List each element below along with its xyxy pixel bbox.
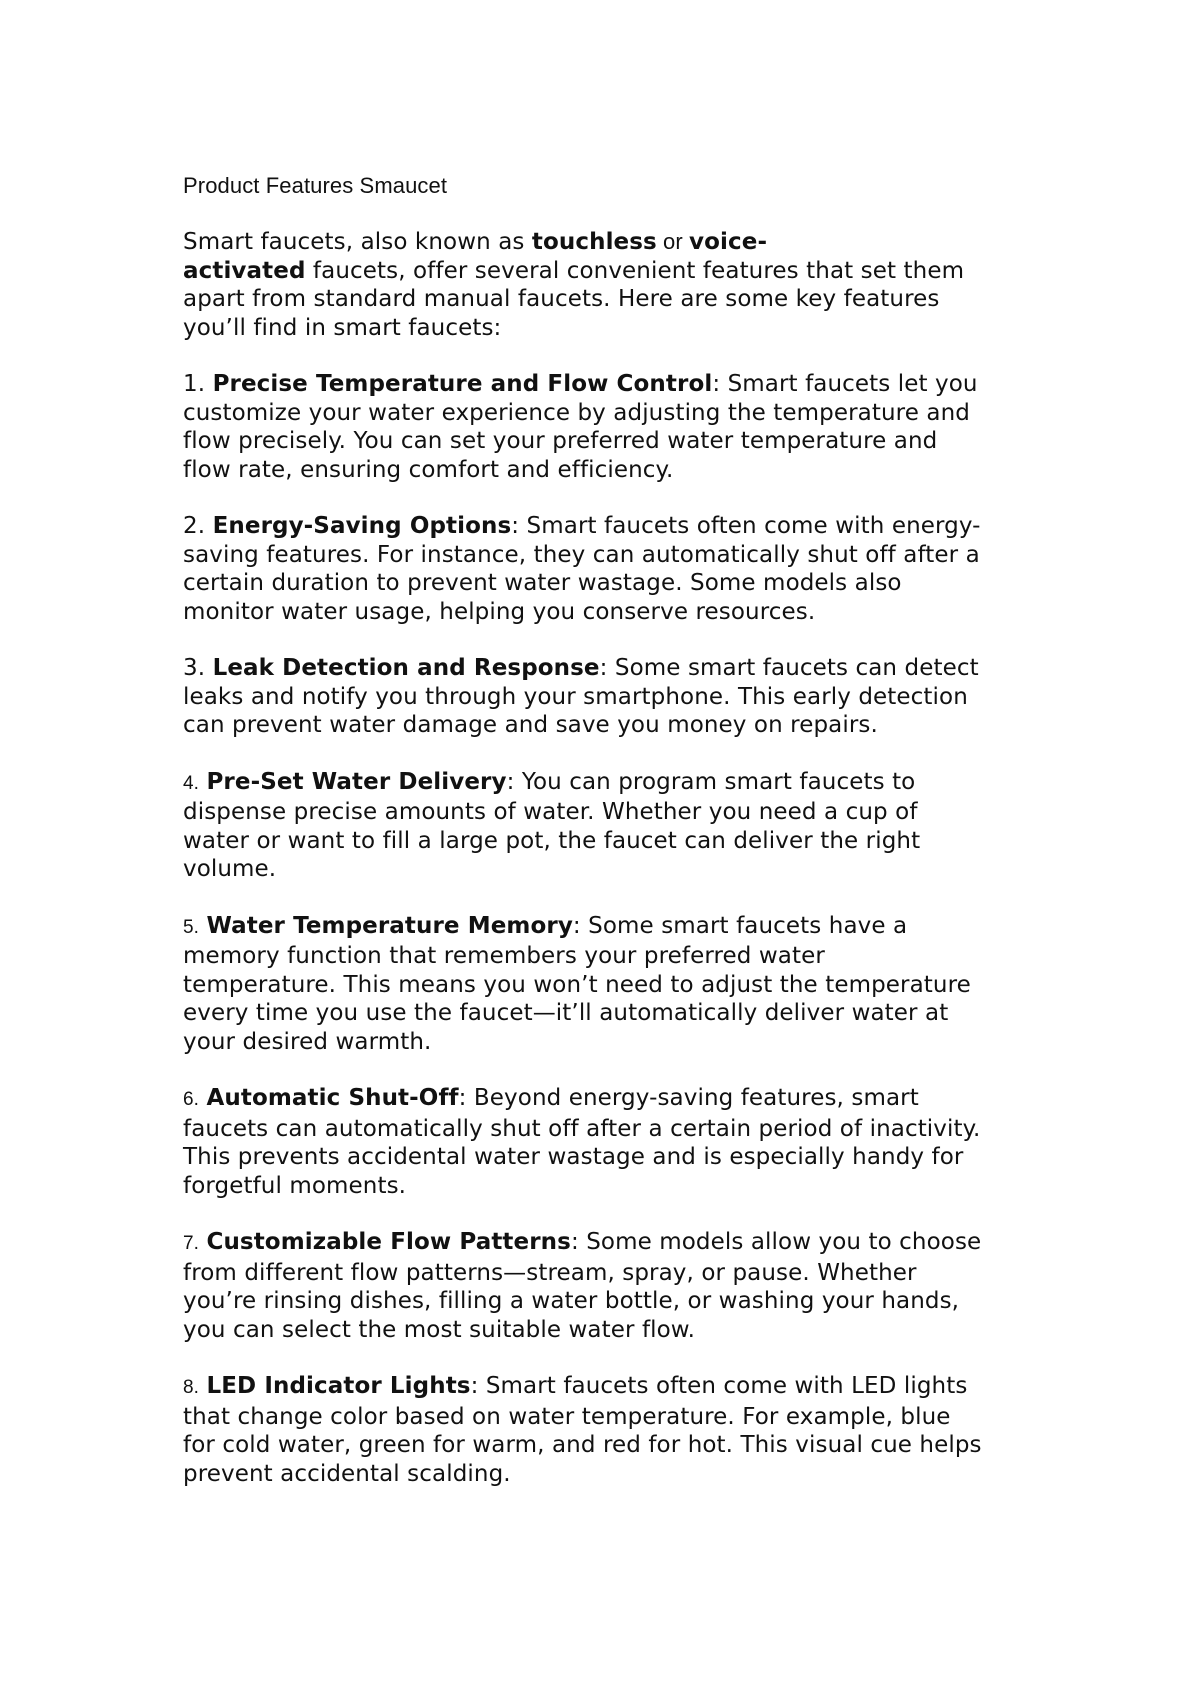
feature-text: : Smart faucets often come with LED lights	[470, 1373, 968, 1399]
feature-line: certain duration to prevent water wastage. Some models also	[183, 570, 902, 596]
intro-line: you’ll find in smart faucets:	[183, 314, 502, 341]
feature-heading: Water Temperature Memory	[206, 912, 573, 939]
feature-line: you’re rinsing dishes, filling a water bottle, or washing your hands,	[183, 1288, 960, 1314]
feature-line	[183, 1084, 1043, 1115]
feature-heading: Automatic Shut-Off	[206, 1085, 459, 1111]
feature-paragraph	[183, 1228, 1043, 1344]
feature-heading: Pre-Set Water Delivery	[206, 768, 507, 795]
feature-heading: Energy-Saving Options	[212, 513, 512, 539]
feature-number: 2.	[183, 513, 206, 539]
feature-line	[183, 654, 1043, 683]
feature-number: 3.	[183, 655, 206, 681]
feature-paragraph	[183, 512, 1043, 626]
intro-bold-term: activated	[183, 257, 306, 284]
intro-line	[183, 228, 1043, 257]
feature-line: flow precisely. You can set your preferred water temperature and	[183, 428, 938, 454]
feature-heading: Leak Detection and Response	[212, 655, 600, 681]
feature-line: temperature. This means you won’t need to adjust the temperature	[183, 971, 971, 998]
feature-line	[183, 1372, 1043, 1403]
feature-line: customize your water experience by adjusting the temperature and	[183, 399, 970, 426]
feature-line	[183, 512, 1043, 541]
feature-line	[183, 912, 1043, 943]
feature-paragraph	[183, 1372, 1043, 1488]
intro-paragraph	[183, 228, 1043, 342]
feature-line: every time you use the faucet—it’ll automatically deliver water at	[183, 1000, 949, 1026]
feature-line	[183, 370, 1043, 399]
feature-line	[183, 768, 1043, 799]
feature-line: flow rate, ensuring comfort and efficiency.	[183, 456, 674, 483]
document-title: Product Features Smaucet	[183, 173, 448, 198]
feature-line: monitor water usage, helping you conserve resources.	[183, 598, 816, 625]
feature-line: saving features. For instance, they can automatically shut off after a	[183, 541, 980, 568]
feature-line: your desired warmth.	[183, 1028, 432, 1055]
feature-number: 7.	[183, 1233, 200, 1254]
feature-number: 6.	[183, 1089, 200, 1110]
intro-text: faucets, offer several convenient features that set them	[305, 257, 965, 284]
intro-bold-term: voice-	[689, 229, 768, 255]
feature-line: volume.	[183, 856, 277, 882]
feature-text: : Smart faucets let you	[712, 371, 978, 397]
document-body	[183, 172, 1043, 1516]
feature-heading: Precise Temperature and Flow Control	[212, 371, 713, 397]
feature-text: : Some smart faucets have a	[572, 912, 908, 939]
feature-heading: Customizable Flow Patterns	[206, 1229, 571, 1255]
feature-text: : You can program smart faucets to	[506, 768, 916, 795]
feature-paragraph	[183, 1084, 1043, 1200]
feature-line: leaks and notify you through your smartphone. This early detection	[183, 683, 968, 710]
feature-number: 1.	[183, 371, 206, 397]
intro-bold-term: touchless	[531, 229, 657, 255]
feature-line: memory function that remembers your preferred water	[183, 943, 825, 969]
feature-line: prevent accidental scalding.	[183, 1460, 511, 1487]
feature-paragraph	[183, 912, 1043, 1057]
feature-line: you can select the most suitable water flow.	[183, 1316, 696, 1343]
feature-line: for cold water, green for warm, and red for hot. This visual cue helps	[183, 1432, 982, 1458]
intro-text: or	[656, 229, 690, 254]
feature-text: : Smart faucets often come with energy-	[511, 513, 981, 539]
intro-text: Smart faucets, also known as	[183, 229, 532, 255]
feature-number: 4.	[183, 772, 200, 794]
feature-paragraph	[183, 654, 1043, 740]
feature-paragraph	[183, 768, 1043, 884]
feature-paragraph	[183, 370, 1043, 484]
feature-heading: LED Indicator Lights	[206, 1373, 471, 1399]
feature-line: from different flow patterns—stream, spray, or pause. Whether	[183, 1259, 917, 1286]
feature-line: forgetful moments.	[183, 1172, 407, 1199]
feature-line: that change color based on water temperature. For example, blue	[183, 1403, 951, 1430]
feature-line: water or want to fill a large pot, the faucet can deliver the right	[183, 827, 921, 854]
feature-line: This prevents accidental water wastage and is especially handy for	[183, 1144, 964, 1170]
intro-line	[183, 257, 1043, 286]
intro-line: apart from standard manual faucets. Here are some key features	[183, 286, 940, 312]
feature-line: can prevent water damage and save you money on repairs.	[183, 712, 878, 738]
feature-text: : Beyond energy-saving features, smart	[458, 1085, 919, 1111]
feature-number: 8.	[183, 1377, 200, 1398]
feature-line: faucets can automatically shut off after a certain period of inactivity.	[183, 1115, 981, 1142]
feature-line: dispense precise amounts of water. Whether you need a cup of	[183, 799, 918, 825]
feature-list	[183, 370, 1043, 1488]
feature-text: : Some models allow you to choose	[570, 1229, 982, 1255]
feature-text: : Some smart faucets can detect	[599, 655, 979, 681]
feature-line	[183, 1228, 1043, 1259]
feature-number: 5.	[183, 916, 200, 938]
